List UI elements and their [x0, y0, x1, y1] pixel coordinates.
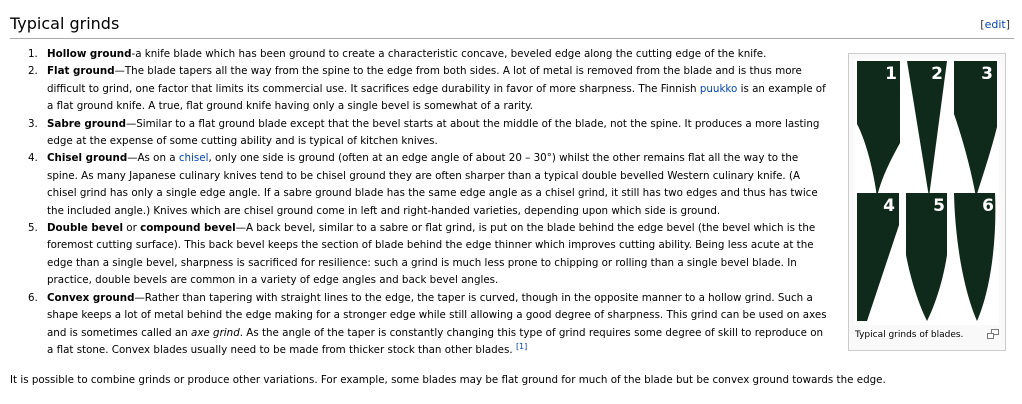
- blade-label-2: 2: [931, 64, 943, 84]
- grinds-image[interactable]: [855, 59, 999, 325]
- list-number: 4.: [28, 152, 38, 165]
- list-number: 3.: [28, 117, 38, 130]
- list-item: [10, 150, 832, 220]
- grind-term: Hollow ground: [47, 48, 132, 60]
- edit-link[interactable]: edit: [984, 18, 1006, 31]
- grind-term-alt: compound bevel: [140, 222, 236, 235]
- section-heading: [10, 12, 1014, 39]
- list-number: 2.: [28, 65, 38, 78]
- grind-description: -a knife blade which has been ground to create a characteristic concave, beveled edge along the cutting edge of the knife.: [131, 48, 767, 60]
- grind-description: —Similar to a flat ground blade except that the bevel starts at about the middle of the blade, not the spine. It produces a more lasting edge at the expense of some cutting ability and is typical of kitchen knives.: [47, 117, 820, 148]
- grind-description: —The blade tapers all the way from the spine to the edge from both sides. A lot of metal is removed from the blade and is thus more difficult to grind, one factor that limits its commercial use. It sacrifices edge durability in favor of more sharpness. The Finnish: [47, 65, 802, 95]
- grind-description-cont: is an example of a flat ground knife. A true, flat ground knife having only a single bevel is somewhat of a rarity.: [47, 82, 826, 113]
- edit-section: [edit]: [980, 18, 1010, 31]
- list-number: 6.: [28, 291, 38, 304]
- blade-grinds-illustration: [855, 59, 999, 325]
- grind-term: Double bevel: [47, 222, 123, 235]
- list-item: [10, 116, 832, 151]
- grind-description: —Rather than tapering with straight lines to the edge, the taper is curved, though in the opposite manner to a hollow grind. Such a shape keeps a lot of metal behind the edge making for a stronger edge while still allowing a good degree of sharpness. This grind can be used on axes and is sometimes called an: [47, 291, 827, 339]
- grinds-list: [10, 46, 832, 359]
- blade-label-3: 3: [981, 64, 993, 84]
- reference-link[interactable]: [1]: [515, 341, 528, 351]
- list-item: [10, 63, 832, 115]
- blade-label-1: 1: [885, 64, 897, 84]
- grind-description: —A back bevel, similar to a sabre or flat grind, is put on the blade behind the edge bevel (the bevel which is the foremost cutting surface). This back bevel keeps the section of blade behind the edge thinner which improves cutting ability. Being less acute at the edge than a single bevel, sharpness is sacrificed for resilience: such a grind is much less prone to chipping or rolling than a single bevel blade. In practice, double bevels are common in a variety of edge angles and back bevel angles.: [47, 222, 816, 287]
- blade-shapes: [857, 61, 997, 321]
- puukko-link[interactable]: puukko: [699, 82, 738, 95]
- list-number: 1.: [28, 48, 38, 60]
- section-title: Typical grinds: [10, 14, 120, 33]
- blade-label-4: 4: [883, 196, 895, 216]
- closing-paragraph: It is possible to combine grinds or produce other variations. For example, some blades may be flat ground for much of the blade but be convex ground towards the edge.: [10, 374, 886, 386]
- grind-term: Chisel ground: [47, 152, 128, 165]
- reference: [516, 342, 527, 351]
- figure-caption: Typical grinds of blades.: [855, 330, 964, 340]
- grind-description-cont: . As the angle of the taper is constantly changing this type of grind requires some degree of skill to reproduce on a flat stone. Convex blades usually need to be made from thicker stock than other blades.: [47, 326, 824, 356]
- grind-term: Flat ground: [47, 65, 115, 78]
- grind-term: Sabre ground: [47, 117, 126, 130]
- grind-term: Convex ground: [47, 291, 135, 304]
- list-number: 5.: [28, 222, 38, 235]
- list-item: [10, 290, 832, 360]
- blade-label-6: 6: [982, 196, 994, 216]
- chisel-link[interactable]: chisel: [178, 152, 209, 165]
- enlarge-icon[interactable]: [987, 329, 999, 339]
- grind-connector: or: [123, 222, 141, 235]
- figure-thumbnail: [848, 53, 1006, 351]
- grind-description-cont: , only one side is ground (often at an edge angle of about 20 – 30°) whilst the other remains flat all the way to the spine. As many Japanese culinary knives tend to be chisel ground they are often sharper than a typical double bevelled Western culinary knife. (A chisel grind has only a single edge angle. If a sabre ground blade has the same edge angle as a chisel grind, it still has two edges and thus has twice the included angle.) Knives which are chisel ground come in left and right-handed varieties, depending upon which side is ground.: [47, 152, 818, 217]
- list-item: [10, 46, 832, 63]
- axe-grind-term: axe grind: [191, 326, 240, 339]
- grind-description: —As on a: [127, 152, 179, 165]
- list-item: [10, 220, 832, 290]
- blade-label-5: 5: [933, 196, 945, 216]
